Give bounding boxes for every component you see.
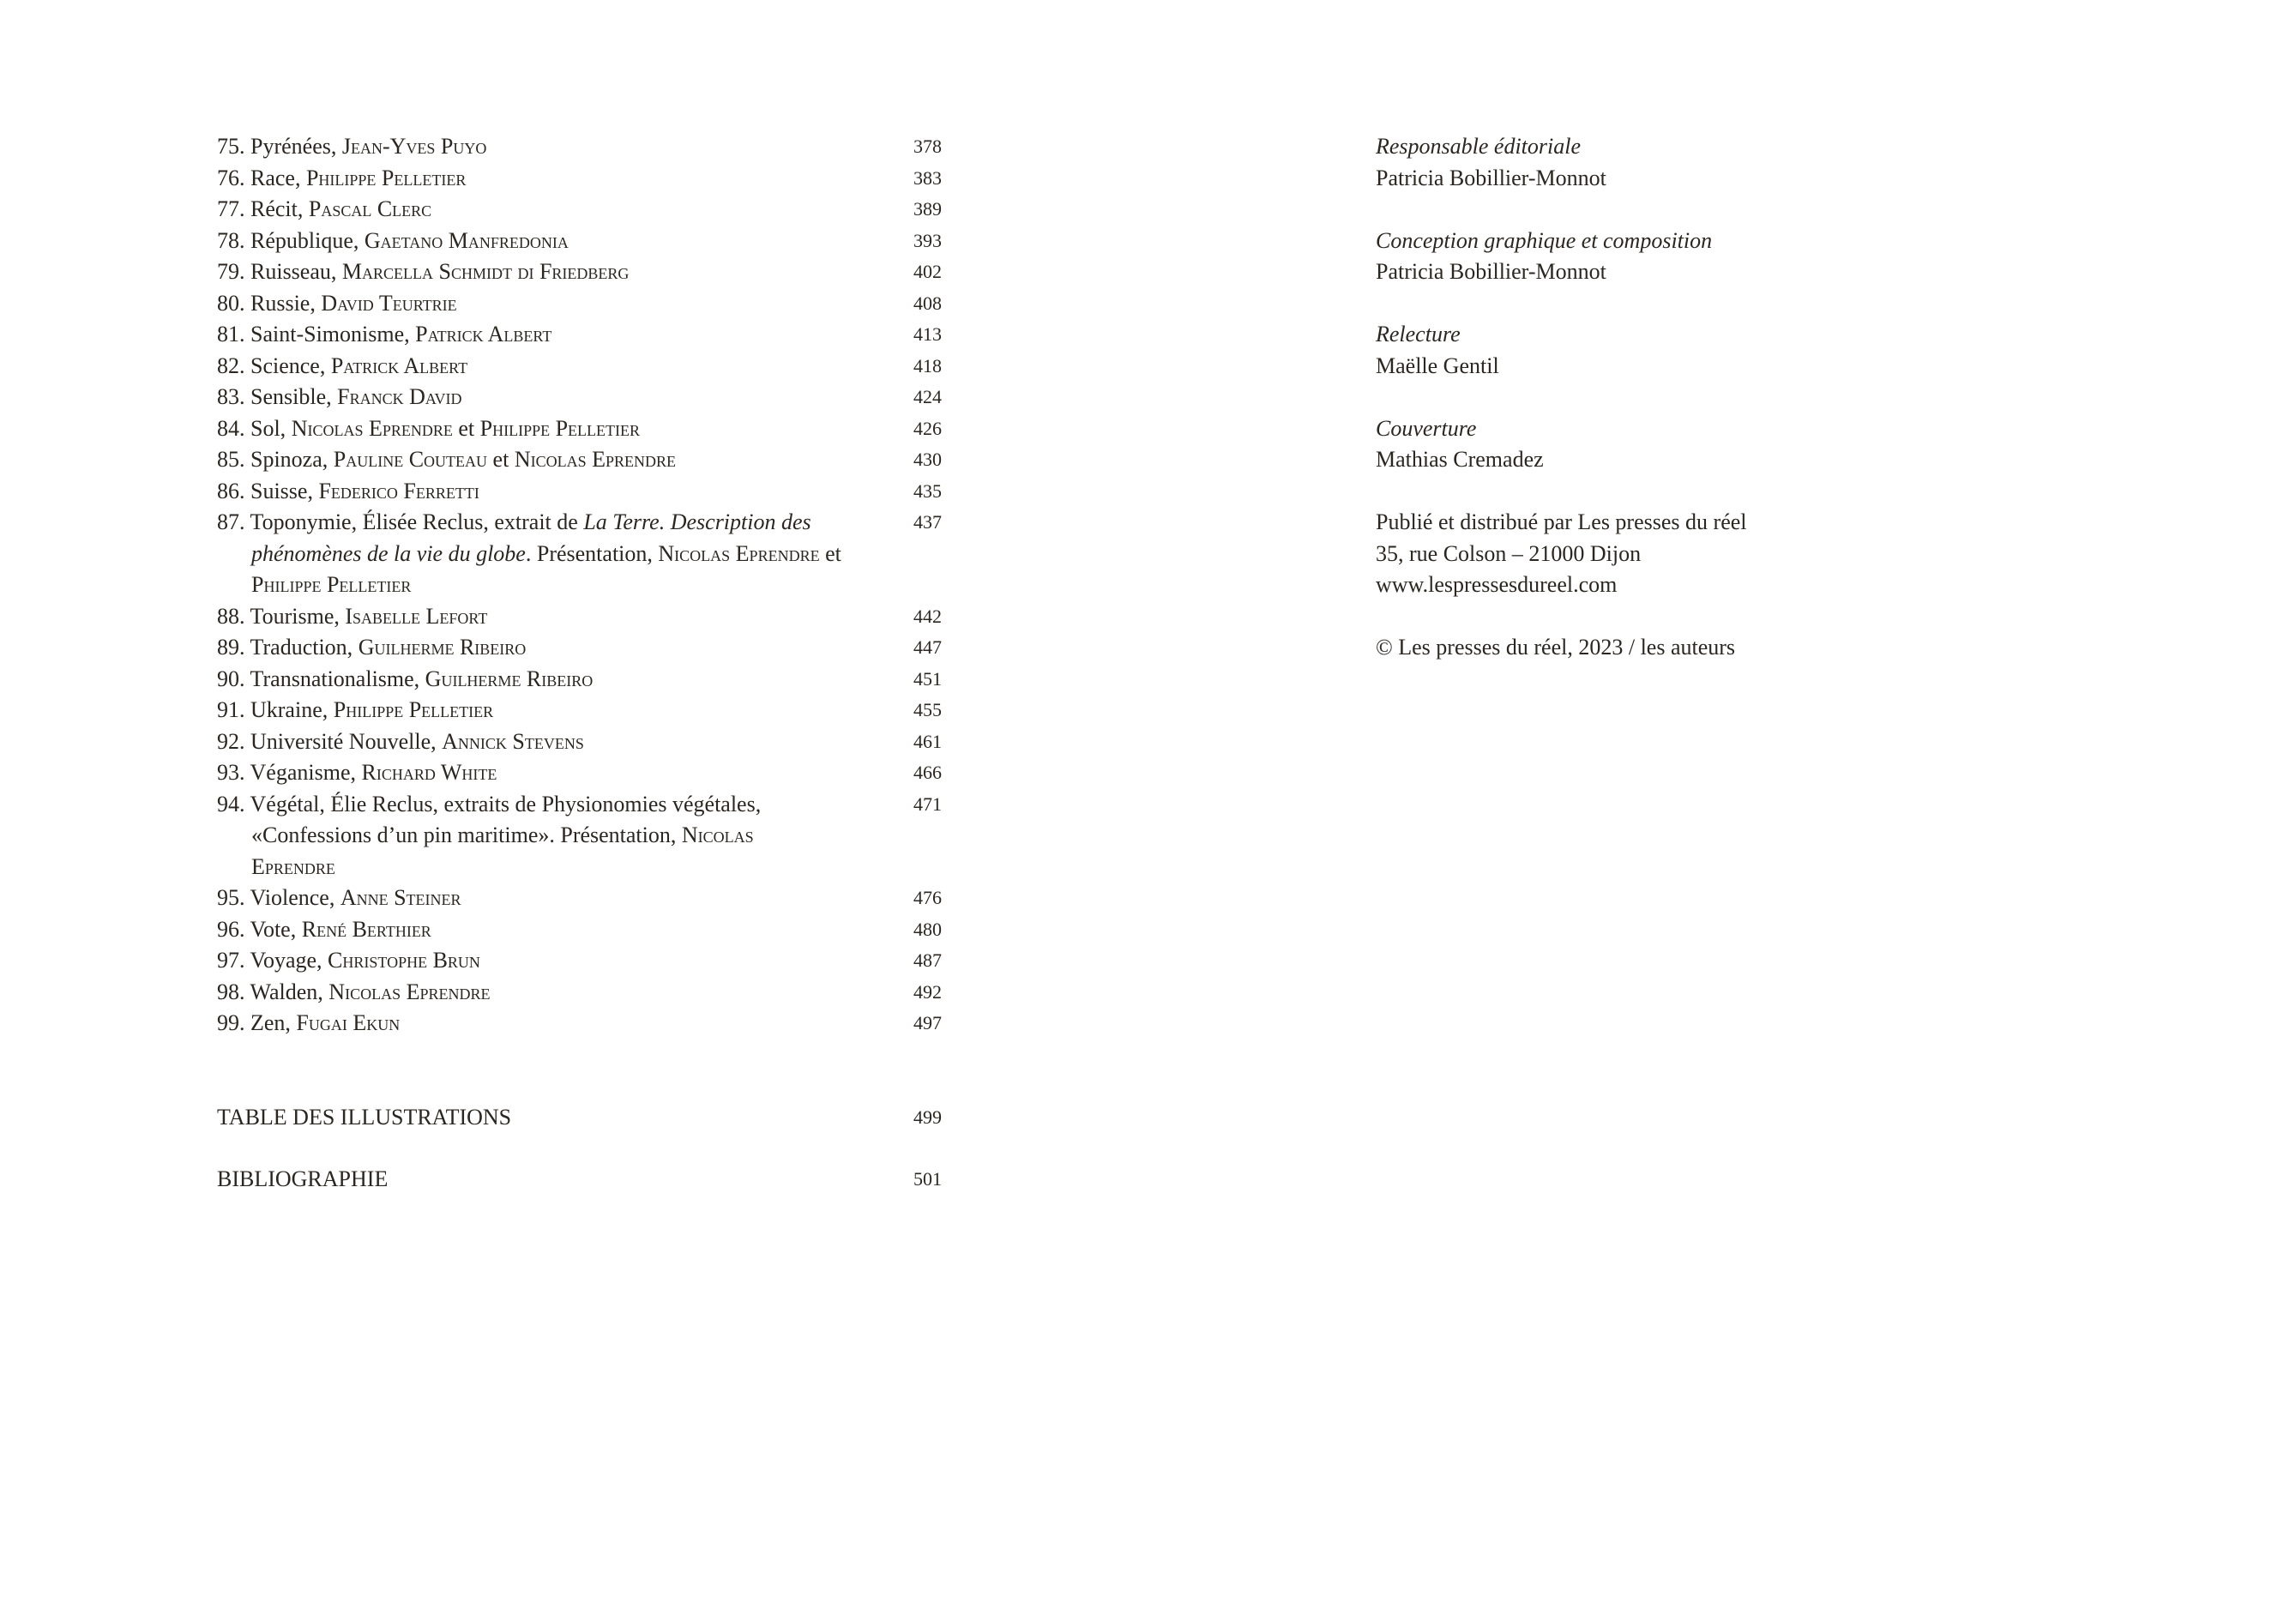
entry-title: Zen, [250,1010,297,1035]
entry-author: Federico Ferretti [318,478,479,503]
entry-number: 80. [217,290,245,316]
entry-page-number: 492 [913,980,942,1003]
entry-author: Richard White [361,760,497,785]
entry-author: Philippe Pelletier [251,572,412,597]
entry-number: 95. [217,885,245,910]
entry-title: Sensible, [250,384,338,409]
entry-page-number: 471 [913,792,942,815]
credit-role: Responsable éditoriale [1376,134,1582,159]
entry-author: Gaetano Manfredonia [364,227,569,253]
credit-name: Patricia Bobillier-Monnot [1376,165,1606,190]
section-label: BIBLIOGRAPHIE [217,1166,389,1191]
entry-author: Nicolas Eprendre [251,823,754,879]
entry-author: Nicolas Eprendre [514,447,676,472]
entry-title: Pyrénées, [250,134,342,159]
entry-author: Pascal Clerc [308,196,432,221]
entry-number: 90. [217,666,245,691]
toc-entry [217,476,942,508]
entry-author: David Teurtrie [321,290,457,316]
toc-entry [217,288,942,320]
entry-number: 91. [217,697,245,722]
publisher-website: www.lespressesdureel.com [1376,572,1618,597]
entry-page-number: 430 [913,449,942,470]
entry-title: République, [250,227,365,253]
credit-proofreading [1376,319,2062,382]
entry-number: 79. [217,259,245,284]
entry-number: 84. [217,415,245,441]
entry-number: 97. [217,948,245,973]
entry-title: Récit, [250,196,309,221]
toc-entry [217,945,942,977]
entry-page-number: 451 [913,667,942,690]
entry-page-number: 393 [913,229,942,251]
entry-page-number: 435 [913,479,942,502]
entry-page-number: 408 [913,292,942,314]
entry-author: Franck David [337,384,462,409]
credit-role: Conception graphique et composition [1376,227,1713,253]
entry-author: Marcella Schmidt di Friedberg [341,259,630,284]
toc-entry [217,883,942,914]
entry-page-number: 402 [913,261,942,282]
entry-author: Patrick Albert [415,322,552,346]
entry-number: 98. [217,979,245,1004]
entry-title: Tourisme, [250,603,346,629]
toc-entry [217,789,942,883]
credit-name: Maëlle Gentil [1376,353,1499,378]
toc-entry [217,632,942,664]
copyright-notice [1376,632,2062,664]
entry-number: 87. [217,509,245,534]
entry-title: Walden, [250,979,329,1004]
entry-title: Violence, [250,885,340,910]
entry-title: Saint-Simonisme, [250,322,416,346]
entry-page-number: 466 [913,762,942,783]
entry-page-number: 455 [913,699,942,720]
entry-title: Ruisseau, [250,259,342,284]
colophon [1376,131,2062,695]
credit-role: Relecture [1376,322,1461,346]
credit-role: Couverture [1376,415,1477,441]
entry-author: Nicolas Eprendre [658,540,820,566]
entry-number: 75. [217,134,245,159]
entry-page-number: 487 [913,949,942,971]
entry-author: Patrick Albert [330,353,468,378]
toc-entry [217,131,942,163]
publisher-address: 35, rue Colson – 21000 Dijon [1376,540,1642,566]
entry-number: 76. [217,165,245,190]
entry-conjunction: et [452,415,480,441]
toc-section-bibliography [217,1164,942,1196]
entry-work-title: La Terre. Description des phénomènes de la vie du globe [251,509,811,566]
entry-title: Véganisme, [250,760,362,785]
entry-number: 85. [217,447,245,472]
entry-title-suffix: . Présentation, [525,540,659,566]
entry-author: Nicolas Eprendre [291,415,453,441]
entry-number: 96. [217,916,245,942]
credit-name: Mathias Cremadez [1376,447,1544,472]
entry-title: Spinoza, [250,447,334,472]
toc-entry [217,163,942,195]
entry-author: Anne Steiner [340,885,461,910]
entry-number: 86. [217,478,245,503]
toc-entry [217,977,942,1009]
toc-entry [217,319,942,351]
toc-entry [217,757,942,789]
entry-page-number: 461 [913,730,942,752]
entry-title: Russie, [250,290,322,316]
publisher-info [1376,507,2062,601]
entry-page-number: 447 [913,636,942,658]
credit-name: Patricia Bobillier-Monnot [1376,259,1606,284]
entry-title: Science, [250,353,331,378]
entry-page-number: 426 [913,417,942,439]
entry-author: Christophe Brun [328,948,480,973]
entry-page-number: 442 [913,605,942,627]
entry-page-number: 378 [913,136,942,157]
entry-author: Fugai Ekun [296,1010,401,1035]
entry-number: 78. [217,227,245,253]
entry-conjunction: et [487,447,515,472]
entry-author: Jean-Yves Puyo [341,134,487,159]
entry-title: Ukraine, [250,697,334,722]
entry-conjunction: et [819,540,841,566]
toc-entry [217,226,942,257]
entry-number: 81. [217,322,245,346]
entry-number: 88. [217,603,245,629]
toc-entry [217,664,942,696]
entry-page-number: 497 [913,1012,942,1033]
entry-author: Philippe Pelletier [479,415,641,441]
section-page-number: 501 [913,1168,942,1190]
toc-entry [217,194,942,226]
toc-entry [217,914,942,946]
entry-author: Annick Stevens [442,728,584,754]
entry-page-number: 389 [913,198,942,220]
copyright-line: © Les presses du réel, 2023 / les auteurs [1376,635,1736,660]
entry-author: Philippe Pelletier [333,697,494,722]
entry-author: Guilherme Ribeiro [358,635,527,660]
entry-page-number: 424 [913,386,942,407]
entry-author: René Berthier [301,916,431,942]
publisher-line: Publié et distribué par Les presses du réel [1376,509,1747,534]
section-page-number: 499 [913,1106,942,1128]
entry-page-number: 383 [913,166,942,189]
entry-number: 93. [217,760,245,785]
toc-entry [217,726,942,758]
section-label: TABLE DES ILLUSTRATIONS [217,1104,512,1130]
entry-number: 99. [217,1010,245,1035]
entry-author: Philippe Pelletier [305,165,467,190]
toc-entry [217,601,942,633]
entry-title: Transnationalisme, [250,666,425,691]
entry-number: 82. [217,353,245,378]
entry-author: Nicolas Eprendre [328,979,491,1004]
toc-entry [217,413,942,445]
entry-page-number: 437 [913,511,942,533]
entry-title: Université Nouvelle, [250,728,443,754]
entry-title: Sol, [250,415,292,441]
entry-page-number: 476 [913,887,942,908]
toc-entry [217,444,942,476]
toc-entry [217,351,942,383]
entry-number: 94. [217,791,245,817]
toc-section-illustrations [217,1102,942,1134]
credit-editorial [1376,131,2062,194]
entry-title: Vote, [250,916,302,942]
entry-page-number: 413 [913,323,942,345]
toc-entry [217,695,942,726]
entry-author: Pauline Couteau [333,447,488,472]
entry-title: Végétal, Élie Reclus, extraits de Physionomies végétales, «Confessions d’un pin maritime». Présentation, [250,791,762,847]
toc-entry [217,256,942,288]
entry-title: Toponymie, Élisée Reclus, extrait de [250,509,584,534]
credit-design [1376,226,2062,288]
entry-author: Guilherme Ribeiro [425,666,594,691]
toc-entry [217,507,942,601]
entry-page-number: 418 [913,354,942,377]
entry-number: 77. [217,196,245,221]
entry-page-number: 480 [913,918,942,940]
entry-number: 83. [217,384,245,409]
toc-entry [217,1008,942,1039]
entry-title: Race, [250,165,306,190]
entry-number: 89. [217,635,245,660]
entry-author: Isabelle Lefort [345,603,488,629]
table-of-contents [217,131,942,1196]
entry-title: Traduction, [250,635,359,660]
credit-cover [1376,413,2062,476]
entry-title: Voyage, [250,948,328,973]
entry-title: Suisse, [250,478,319,503]
entry-number: 92. [217,728,245,754]
toc-entry [217,382,942,413]
